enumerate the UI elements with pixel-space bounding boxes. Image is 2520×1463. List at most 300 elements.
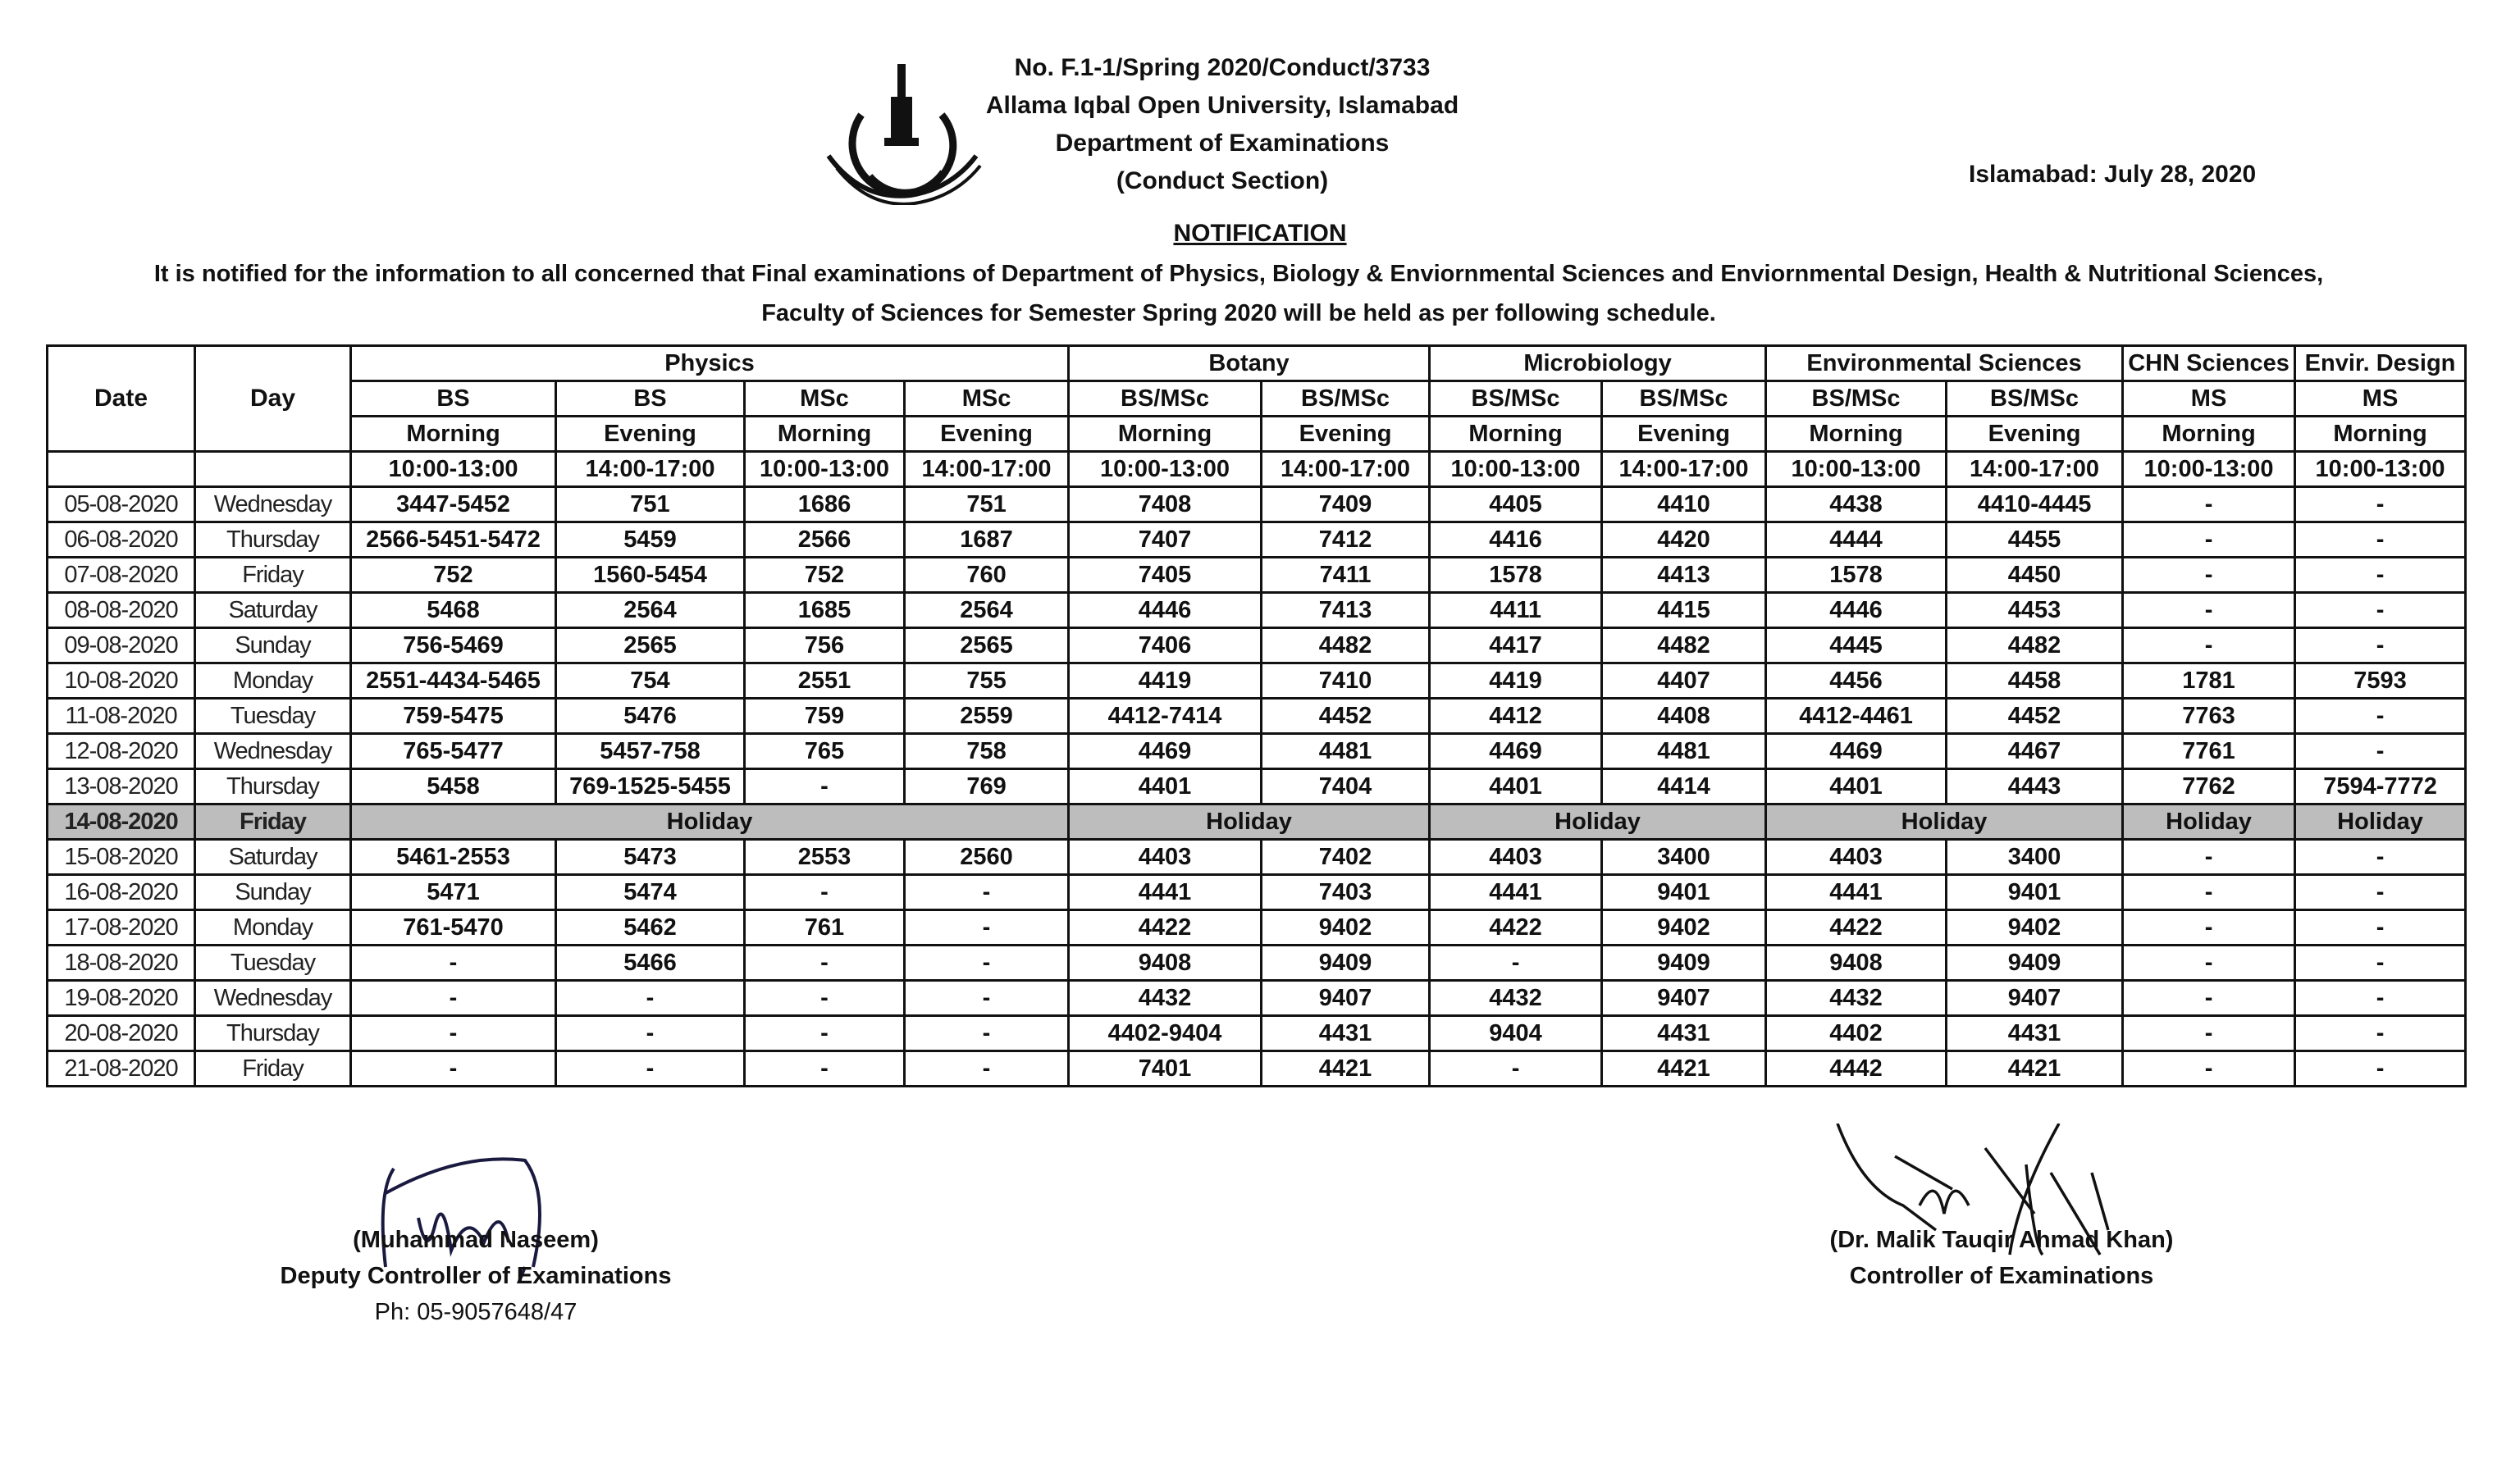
program-header: MSc [905,381,1069,417]
course-code-cell: - [2295,1016,2466,1051]
course-code-cell: 751 [905,487,1069,522]
notification-body [49,254,2428,333]
course-code-cell: - [2123,981,2295,1016]
course-code-cell: 7401 [1069,1051,1262,1087]
shift-header: Morning [1069,417,1262,452]
course-code-cell: 9402 [1262,910,1430,946]
program-header: MSc [745,381,905,417]
program-header: BS/MSc [1766,381,1947,417]
course-code-cell: - [2123,522,2295,558]
course-code-cell: 2564 [556,593,745,628]
course-code-cell: - [905,1016,1069,1051]
course-code-cell: 2564 [905,593,1069,628]
row-day: Thursday [195,769,351,804]
program-header: BS/MSc [1430,381,1602,417]
course-code-cell: 4402-9404 [1069,1016,1262,1051]
course-code-cell: 7409 [1262,487,1430,522]
program-header: BS/MSc [1069,381,1262,417]
table-row [48,1051,2466,1087]
course-code-cell: 752 [745,558,905,593]
course-code-cell: 7763 [2123,699,2295,734]
course-code-cell: 4421 [1602,1051,1766,1087]
course-code-cell: 4403 [1430,840,1602,875]
course-code-cell: - [2295,487,2466,522]
table-row [48,558,2466,593]
group-environmental-sciences: Environmental Sciences [1766,346,2123,381]
course-code-cell: 5462 [556,910,745,946]
course-code-cell: 4419 [1069,663,1262,699]
course-code-cell: 2551-4434-5465 [351,663,556,699]
schedule-body [48,487,2466,1087]
course-code-cell: 9404 [1430,1016,1602,1051]
table-row [48,699,2466,734]
course-code-cell: 5474 [556,875,745,910]
course-code-cell: - [745,1051,905,1087]
course-code-cell: - [2123,593,2295,628]
course-code-cell: - [745,875,905,910]
controller-title: Controller of Examinations [1849,1263,2154,1289]
course-code-cell: 9409 [1947,946,2123,981]
header-row-timings [48,452,2466,487]
deputy-controller-title: Deputy Controller of Examinations [280,1263,672,1289]
row-date: 12-08-2020 [48,734,195,769]
course-code-cell: - [2295,840,2466,875]
course-code-cell: 4403 [1069,840,1262,875]
course-code-cell: - [745,769,905,804]
course-code-cell: - [745,981,905,1016]
row-day: Sunday [195,875,351,910]
row-day: Friday [195,558,351,593]
row-date: 15-08-2020 [48,840,195,875]
course-code-cell: - [2295,1051,2466,1087]
course-code-cell: 5461-2553 [351,840,556,875]
header-date: Date [48,346,195,452]
course-code-cell: 769 [905,769,1069,804]
course-code-cell: 4446 [1069,593,1262,628]
course-code-cell: 1781 [2123,663,2295,699]
row-day: Sunday [195,628,351,663]
holiday-chn-sciences: Holiday [2123,804,2295,840]
course-code-cell: 7405 [1069,558,1262,593]
course-code-cell: 9409 [1602,946,1766,981]
row-date: 07-08-2020 [48,558,195,593]
course-code-cell: 2551 [745,663,905,699]
course-code-cell: 3400 [1947,840,2123,875]
row-day: Saturday [195,593,351,628]
course-code-cell: 4438 [1766,487,1947,522]
course-code-cell: 4401 [1069,769,1262,804]
course-code-cell: - [556,1016,745,1051]
row-day: Tuesday [195,699,351,734]
deputy-controller-phone: Ph: 05-9057648/47 [374,1299,578,1325]
course-code-cell: 4458 [1947,663,2123,699]
course-code-cell: 5459 [556,522,745,558]
course-code-cell: 4443 [1947,769,2123,804]
notification-line-2: Faculty of Sciences for Semester Spring 2020 will be held as per following schedule. [761,300,1716,326]
course-code-cell: 4482 [1947,628,2123,663]
course-code-cell: 761 [745,910,905,946]
course-code-cell: 7406 [1069,628,1262,663]
course-code-cell: 761-5470 [351,910,556,946]
course-code-cell: 4431 [1602,1016,1766,1051]
course-code-cell: 758 [905,734,1069,769]
row-date: 14-08-2020 [48,804,195,840]
course-code-cell: 7762 [2123,769,2295,804]
group-botany: Botany [1069,346,1430,381]
course-code-cell: 4412-4461 [1766,699,1947,734]
course-code-cell: 4467 [1947,734,2123,769]
course-code-cell: - [2295,946,2466,981]
course-code-cell: 4401 [1430,769,1602,804]
course-code-cell: 4415 [1602,593,1766,628]
course-code-cell: 5458 [351,769,556,804]
table-row [48,981,2466,1016]
course-code-cell: 9407 [1262,981,1430,1016]
course-code-cell: 4455 [1947,522,2123,558]
course-code-cell: 4442 [1766,1051,1947,1087]
timing-header: 10:00-13:00 [1766,452,1947,487]
course-code-cell: 4481 [1602,734,1766,769]
course-code-cell: - [556,1051,745,1087]
course-code-cell: 7402 [1262,840,1430,875]
course-code-cell: 4469 [1430,734,1602,769]
course-code-cell: - [2123,910,2295,946]
course-code-cell: 9408 [1766,946,1947,981]
notification-line-1: It is notified for the information to all concerned that Final examinations of Department of Physics, Biology & Enviornmental Sciences and Enviornmental Design, Health & Nutritional Sciences, [153,261,2324,287]
timing-blank-day [195,452,351,487]
course-code-cell: 4421 [1947,1051,2123,1087]
course-code-cell: 9402 [1947,910,2123,946]
controller-signature-block [1796,1222,2207,1294]
course-code-cell: 754 [556,663,745,699]
course-code-cell: 4445 [1766,628,1947,663]
timing-header: 10:00-13:00 [1430,452,1602,487]
row-day: Wednesday [195,487,351,522]
row-day: Thursday [195,522,351,558]
course-code-cell: 9401 [1947,875,2123,910]
course-code-cell: - [905,910,1069,946]
row-date: 20-08-2020 [48,1016,195,1051]
shift-header: Morning [2295,417,2466,452]
shift-header: Morning [351,417,556,452]
shift-header: Evening [556,417,745,452]
course-code-cell: 9408 [1069,946,1262,981]
row-date: 17-08-2020 [48,910,195,946]
course-code-cell: 7410 [1262,663,1430,699]
course-code-cell: - [2123,840,2295,875]
reference-number: No. F.1-1/Spring 2020/Conduct/3733 [1014,54,1431,81]
course-code-cell: 4420 [1602,522,1766,558]
notification-title: NOTIFICATION [1173,220,1347,247]
row-day: Thursday [195,1016,351,1051]
course-code-cell: 4456 [1766,663,1947,699]
course-code-cell: 2565 [905,628,1069,663]
course-code-cell: 4402 [1766,1016,1947,1051]
row-day: Friday [195,804,351,840]
course-code-cell: - [905,875,1069,910]
course-code-cell: - [2123,487,2295,522]
row-day: Saturday [195,840,351,875]
course-code-cell: - [905,946,1069,981]
row-date: 06-08-2020 [48,522,195,558]
course-code-cell: 7404 [1262,769,1430,804]
course-code-cell: - [351,1051,556,1087]
course-code-cell: 759-5475 [351,699,556,734]
controller-name: (Dr. Malik Tauqir Ahmad Khan) [1829,1227,2174,1253]
course-code-cell: 1685 [745,593,905,628]
course-code-cell: 7761 [2123,734,2295,769]
course-code-cell: - [2295,699,2466,734]
course-code-cell: 4422 [1430,910,1602,946]
course-code-cell: 4414 [1602,769,1766,804]
table-row [48,734,2466,769]
course-code-cell: 765-5477 [351,734,556,769]
course-code-cell: 4432 [1766,981,1947,1016]
program-header: MS [2295,381,2466,417]
shift-header: Morning [745,417,905,452]
row-date: 18-08-2020 [48,946,195,981]
program-header: BS [556,381,745,417]
course-code-cell: 1560-5454 [556,558,745,593]
course-code-cell: 4403 [1766,840,1947,875]
institution-name: Allama Iqbal Open University, Islamabad [985,92,1459,119]
course-code-cell: 7413 [1262,593,1430,628]
course-code-cell: 4410-4445 [1947,487,2123,522]
course-code-cell: 4413 [1602,558,1766,593]
course-code-cell: 5468 [351,593,556,628]
course-code-cell: - [2123,1016,2295,1051]
row-date: 08-08-2020 [48,593,195,628]
deputy-controller-signature-block [246,1222,705,1330]
course-code-cell: - [2123,628,2295,663]
shift-header: Morning [2123,417,2295,452]
row-day: Wednesday [195,734,351,769]
course-code-cell: 4407 [1602,663,1766,699]
course-code-cell: - [2123,946,2295,981]
program-header: BS/MSc [1947,381,2123,417]
group-chn-sciences: CHN Sciences [2123,346,2295,381]
course-code-cell: 759 [745,699,905,734]
course-code-cell: 4421 [1262,1051,1430,1087]
course-code-cell: 4412 [1430,699,1602,734]
course-code-cell: 760 [905,558,1069,593]
course-code-cell: 755 [905,663,1069,699]
row-date: 10-08-2020 [48,663,195,699]
course-code-cell: 5457-758 [556,734,745,769]
shift-header: Evening [905,417,1069,452]
course-code-cell: 4481 [1262,734,1430,769]
course-code-cell: 769-1525-5455 [556,769,745,804]
course-code-cell: 4431 [1947,1016,2123,1051]
holiday-environmental-sciences: Holiday [1766,804,2123,840]
course-code-cell: 4419 [1430,663,1602,699]
course-code-cell: 4450 [1947,558,2123,593]
header-day: Day [195,346,351,452]
course-code-cell: - [2295,910,2466,946]
course-code-cell: 4422 [1766,910,1947,946]
course-code-cell: - [2123,558,2295,593]
course-code-cell: 2553 [745,840,905,875]
course-code-cell: 4411 [1430,593,1602,628]
course-code-cell: - [2295,734,2466,769]
program-header: BS/MSc [1262,381,1430,417]
row-day: Friday [195,1051,351,1087]
course-code-cell: 4446 [1766,593,1947,628]
course-code-cell: - [745,1016,905,1051]
course-code-cell: 4408 [1602,699,1766,734]
course-code-cell: 1578 [1766,558,1947,593]
course-code-cell: 4401 [1766,769,1947,804]
course-code-cell: 4452 [1947,699,2123,734]
course-code-cell: - [2295,875,2466,910]
course-code-cell: 3447-5452 [351,487,556,522]
course-code-cell: 1686 [745,487,905,522]
course-code-cell: 4482 [1602,628,1766,663]
table-row [48,663,2466,699]
row-day: Monday [195,910,351,946]
deputy-controller-name: (Muhammad Naseem) [353,1227,599,1253]
row-date: 16-08-2020 [48,875,195,910]
course-code-cell: 4432 [1069,981,1262,1016]
course-code-cell: - [351,1016,556,1051]
shift-header: Evening [1262,417,1430,452]
course-code-cell: 7411 [1262,558,1430,593]
timing-header: 10:00-13:00 [2123,452,2295,487]
course-code-cell: 2566-5451-5472 [351,522,556,558]
timing-blank-date [48,452,195,487]
course-code-cell: 4422 [1069,910,1262,946]
shift-header: Morning [1766,417,1947,452]
header-row-programs [48,381,2466,417]
exam-schedule-table [46,344,2467,1087]
course-code-cell: - [745,946,905,981]
row-date: 13-08-2020 [48,769,195,804]
course-code-cell: 9409 [1262,946,1430,981]
course-code-cell: - [2295,558,2466,593]
group-physics: Physics [351,346,1069,381]
timing-header: 10:00-13:00 [1069,452,1262,487]
holiday-physics: Holiday [351,804,1069,840]
table-row [48,910,2466,946]
course-code-cell: 4405 [1430,487,1602,522]
course-code-cell: - [2295,628,2466,663]
course-code-cell: 2566 [745,522,905,558]
row-date: 09-08-2020 [48,628,195,663]
table-row [48,875,2466,910]
course-code-cell: 7593 [2295,663,2466,699]
shift-header: Morning [1430,417,1602,452]
program-header: BS/MSc [1602,381,1766,417]
course-code-cell: 7407 [1069,522,1262,558]
table-row [48,522,2466,558]
course-code-cell: 7403 [1262,875,1430,910]
program-header: BS [351,381,556,417]
table-row [48,487,2466,522]
place-date: Islamabad: July 28, 2020 [1969,161,2257,188]
table-row [48,1016,2466,1051]
timing-header: 10:00-13:00 [745,452,905,487]
letter-header [935,49,1509,200]
timing-header: 14:00-17:00 [556,452,745,487]
course-code-cell: 5476 [556,699,745,734]
timing-header: 10:00-13:00 [351,452,556,487]
course-code-cell: 4453 [1947,593,2123,628]
course-code-cell: - [2123,875,2295,910]
course-code-cell: 4469 [1069,734,1262,769]
course-code-cell: - [2295,593,2466,628]
table-row [48,840,2466,875]
course-code-cell: 4482 [1262,628,1430,663]
course-code-cell: 756-5469 [351,628,556,663]
table-row [48,593,2466,628]
row-date: 19-08-2020 [48,981,195,1016]
holiday-botany: Holiday [1069,804,1430,840]
department-name: Department of Examinations [1055,130,1390,157]
course-code-cell: 7594-7772 [2295,769,2466,804]
course-code-cell: - [2123,1051,2295,1087]
table-row [48,946,2466,981]
course-code-cell: - [351,981,556,1016]
row-date: 11-08-2020 [48,699,195,734]
group-envir-design: Envir. Design [2295,346,2466,381]
course-code-cell: 4469 [1766,734,1947,769]
header-row-shifts [48,417,2466,452]
course-code-cell: - [2295,522,2466,558]
course-code-cell: - [556,981,745,1016]
course-code-cell: 4412-7414 [1069,699,1262,734]
header-row-groups [48,346,2466,381]
course-code-cell: 5473 [556,840,745,875]
course-code-cell: - [905,1051,1069,1087]
section-name: (Conduct Section) [1116,167,1329,194]
course-code-cell: 4444 [1766,522,1947,558]
row-date: 21-08-2020 [48,1051,195,1087]
course-code-cell: 5471 [351,875,556,910]
course-code-cell: 751 [556,487,745,522]
course-code-cell: - [351,946,556,981]
course-code-cell: 4417 [1430,628,1602,663]
course-code-cell: 4432 [1430,981,1602,1016]
holiday-row [48,804,2466,840]
course-code-cell: 9402 [1602,910,1766,946]
course-code-cell: 9407 [1602,981,1766,1016]
course-code-cell: 765 [745,734,905,769]
course-code-cell: 756 [745,628,905,663]
row-date: 05-08-2020 [48,487,195,522]
course-code-cell: - [1430,946,1602,981]
shift-header: Evening [1947,417,2123,452]
course-code-cell: 752 [351,558,556,593]
program-header: MS [2123,381,2295,417]
course-code-cell: 2559 [905,699,1069,734]
course-code-cell: 3400 [1602,840,1766,875]
course-code-cell: 1578 [1430,558,1602,593]
course-code-cell: 4410 [1602,487,1766,522]
course-code-cell: 7408 [1069,487,1262,522]
timing-header: 14:00-17:00 [905,452,1069,487]
course-code-cell: 4441 [1766,875,1947,910]
course-code-cell: 4416 [1430,522,1602,558]
course-code-cell: 4452 [1262,699,1430,734]
course-code-cell: 7412 [1262,522,1430,558]
row-day: Wednesday [195,981,351,1016]
group-microbiology: Microbiology [1430,346,1766,381]
course-code-cell: - [2295,981,2466,1016]
table-row [48,628,2466,663]
holiday-microbiology: Holiday [1430,804,1766,840]
course-code-cell: 9407 [1947,981,2123,1016]
row-day: Tuesday [195,946,351,981]
